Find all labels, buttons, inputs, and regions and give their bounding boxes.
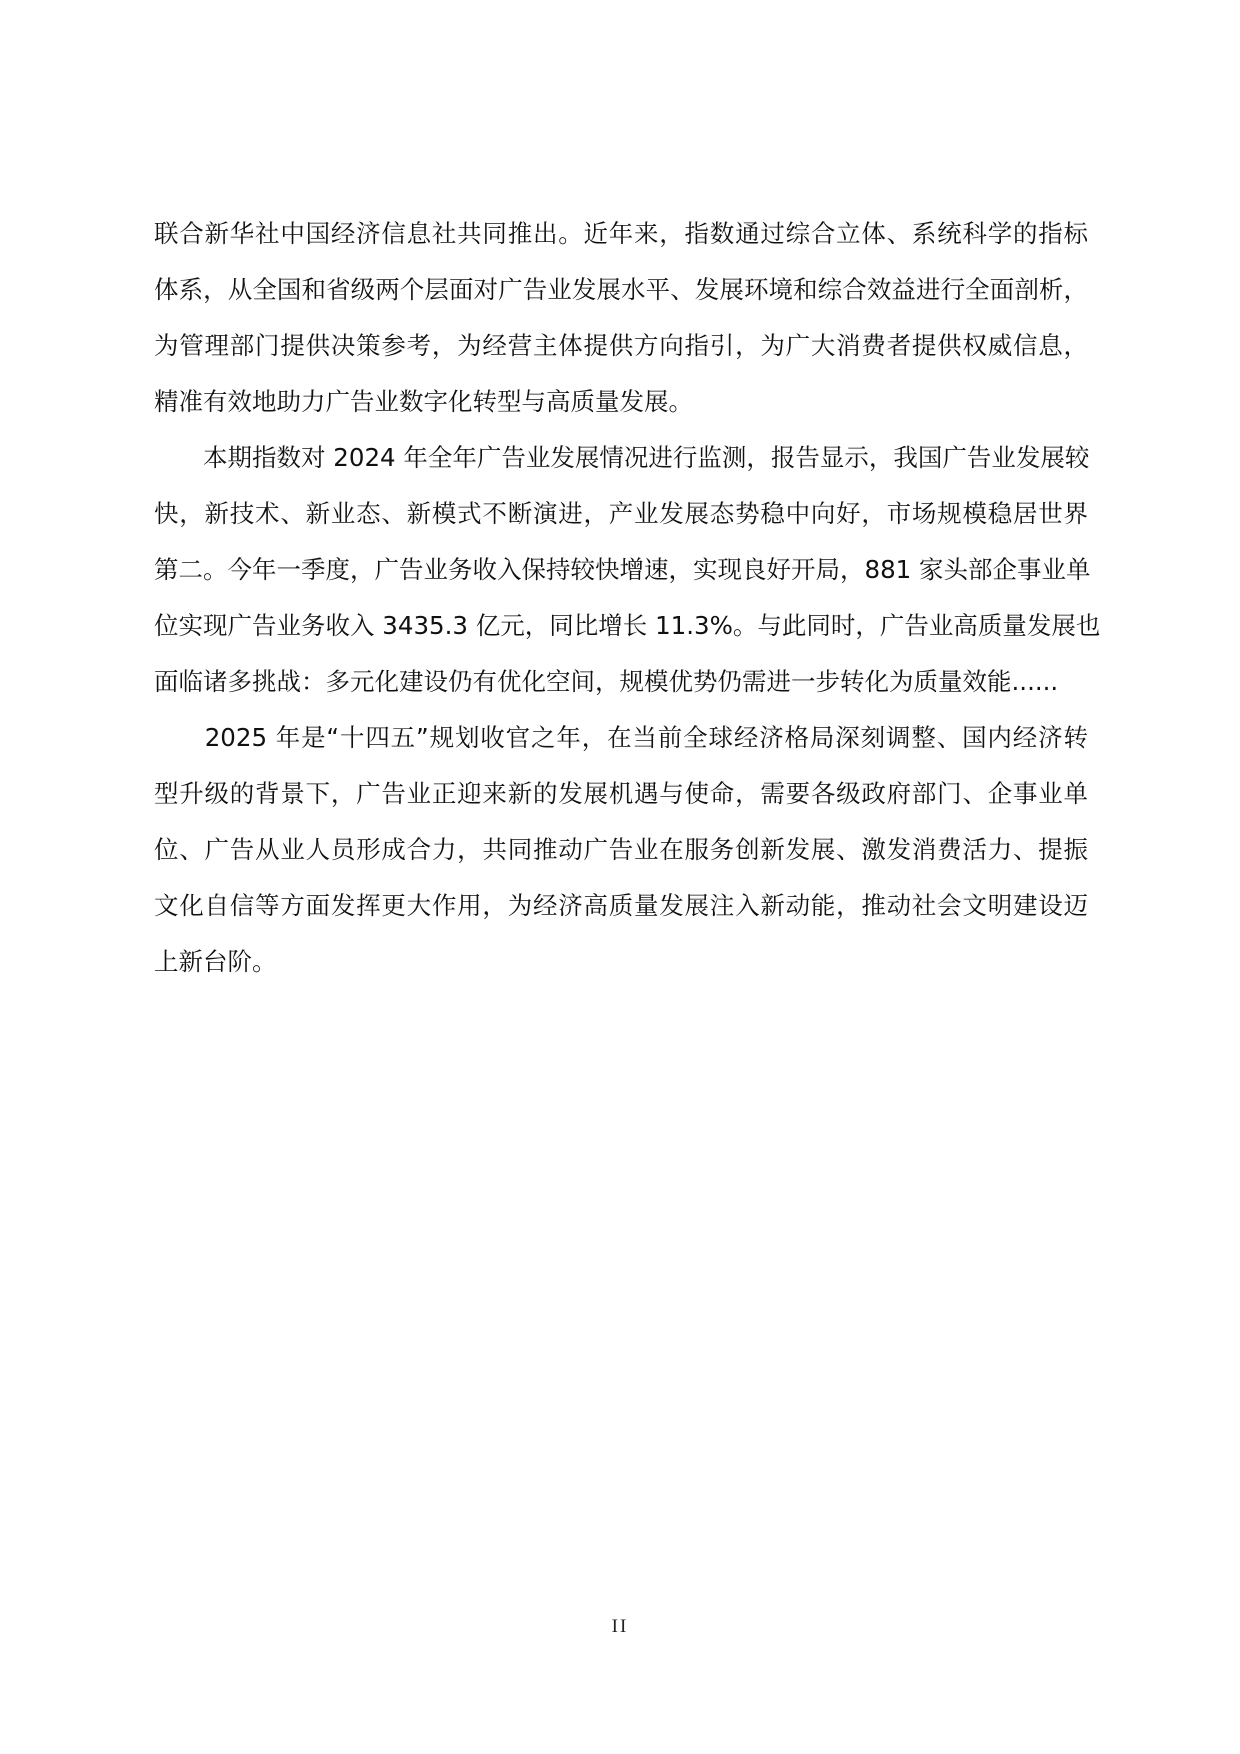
text-line: 文化自信等方面发挥更大作用，为经济高质量发展注入新动能，推动社会文明建设迈: [154, 891, 1088, 920]
paragraph-1: [154, 206, 1088, 430]
text-line: 上新台阶。: [154, 947, 277, 976]
text-line: 位实现广告业务收入 3435.3 亿元，同比增长 11.3%。与此同时，广告业高质量发展也: [154, 611, 1101, 640]
body-text: [154, 206, 1101, 990]
text-line: 第二。今年一季度，广告业务收入保持较快增速，实现良好开局，881 家头部企事业单: [154, 555, 1091, 584]
text-line: 联合新华社中国经济信息社共同推出。近年来，指数通过综合立体、系统科学的指标: [154, 219, 1088, 248]
text-line: 面临诸多挑战：多元化建设仍有优化空间，规模优势仍需进一步转化为质量效能......: [154, 667, 1059, 696]
text-line: 位、广告从业人员形成合力，共同推动广告业在服务创新发展、激发消费活力、提振: [154, 835, 1088, 864]
text-line: 体系，从全国和省级两个层面对广告业发展水平、发展环境和综合效益进行全面剖析，: [154, 275, 1088, 304]
page-number: II: [611, 1616, 629, 1637]
text-line: 快，新技术、新业态、新模式不断演进，产业发展态势稳中向好，市场规模稳居世界: [154, 499, 1088, 528]
text-line: 2025 年是“十四五”规划收官之年，在当前全球经济格局深刻调整、国内经济转: [154, 723, 1088, 752]
paragraph-2: [154, 430, 1101, 710]
text-line: 型升级的背景下，广告业正迎来新的发展机遇与使命，需要各级政府部门、企事业单: [154, 779, 1088, 808]
text-line: 本期指数对 2024 年全年广告业发展情况进行监测，报告显示，我国广告业发展较: [154, 443, 1090, 472]
paragraph-3: [154, 710, 1088, 990]
text-line: 精准有效地助力广告业数字化转型与高质量发展。: [154, 387, 693, 416]
text-line: 为管理部门提供决策参考，为经营主体提供方向指引，为广大消费者提供权威信息，: [154, 331, 1088, 360]
